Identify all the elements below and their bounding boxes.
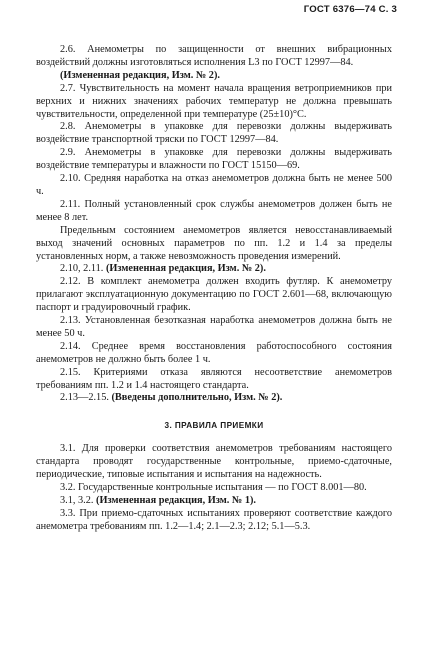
paragraph: 2.8. Анемометры в упаковке для перевозки должны выдерживать воздействие транспортной тряски по ГОСТ 12997—84. (36, 121, 392, 146)
amendment-note: 2.13—2.15. (Введены дополнительно, Изм. № 2). (60, 392, 283, 404)
paragraph: 2.6. Анемометры по защищенности от внешних вибрационных воздействий должны изготовляться исполнения L3 по ГОСТ 12997—84. (36, 44, 392, 68)
paragraph: 2.14. Среднее время восстановления работоспособного состояния анемометров не должно быть более 1 ч. (36, 340, 392, 365)
paragraph: 3.1. Для проверки соответствия анемометров требованиям настоящего стандарта проводят государственные контрольные, приемо-сдаточные, периодические, типовые испытания и испытания на надежность. (36, 443, 392, 481)
paragraph: 2.9. Анемометры в упаковке для перевозки должны выдерживать воздействие температуры и влажности по ГОСТ 15150—69. (36, 147, 392, 172)
section-heading: 3. ПРАВИЛА ПРИЕМКИ (164, 421, 264, 431)
document-body (36, 44, 392, 534)
amendment-note: 3.1, 3.2. (Измененная редакция, Изм. № 1). (60, 494, 256, 506)
paragraph: 2.13. Установленная безотказная наработка анемометров должна быть не менее 50 ч. (36, 315, 392, 339)
paragraph: 2.7. Чувствительность на момент начала вращения ветроприемников при верхних и нижних значениях рабочих температур не должна превышать чувствительности, определенной при температуре (25±10)°C. (36, 82, 392, 120)
paragraph: 3.2. Государственные контрольные испытания — по ГОСТ 8.001—80. (60, 482, 367, 493)
page-header: ГОСТ 6376—74 С. 3 (303, 4, 397, 15)
paragraph: 3.3. При приемо-сдаточных испытаниях проверяют соответствие каждого анемометра требованиям пп. 1.2—1.4; 2.1—2.3; 2.12; 5.1—5.3. (36, 507, 392, 532)
paragraph: 2.10. Средняя наработка на отказ анемометров должна быть не менее 500 ч. (36, 173, 392, 197)
paragraph: 2.15. Критериями отказа являются несоответствие анемометров требованиям пп. 1.2 и 1.4 настоящего стандарта. (36, 366, 392, 391)
paragraph: 2.11. Полный установленный срок службы анемометров должен быть не менее 8 лет. (36, 198, 392, 223)
amendment-note: (Измененная редакция, Изм. № 2). (60, 69, 220, 81)
paragraph: Предельным состоянием анемометров является невосстанавливаемый выход значений основных параметров по пп. 1.2 и 1.4 за пределы установленных норм, а также невозможность проведения измерений. (36, 224, 392, 262)
amendment-note: 2.10, 2.11. (Измененная редакция, Изм. № 2). (60, 263, 266, 275)
paragraph: 2.12. В комплект анемометра должен входить футляр. К анемометру прилагают эксплуатационную документацию по ГОСТ 2.601—68, включающую паспорт и градуировочный график. (36, 276, 392, 314)
